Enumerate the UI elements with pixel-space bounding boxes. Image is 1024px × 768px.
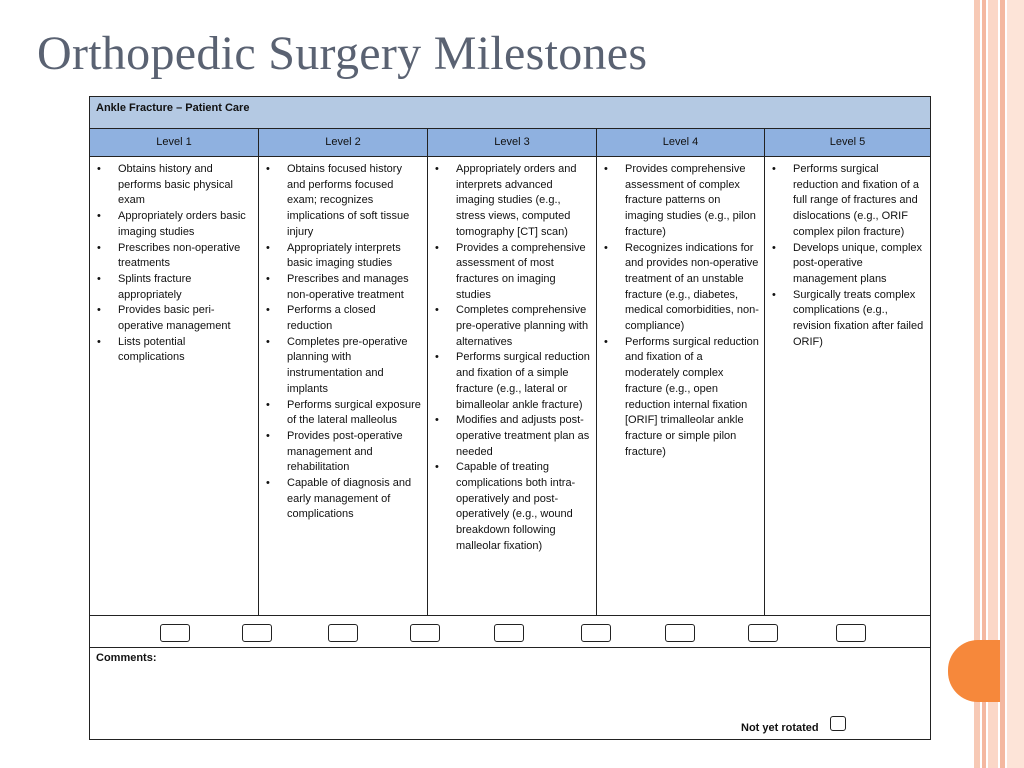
list-item: • Completes pre-operative planning with instrumentation and implants — [287, 335, 423, 398]
not-yet-rotated-checkbox[interactable] — [830, 716, 846, 731]
list-item: • Modifies and adjusts post-operative treatment plan as needed — [456, 413, 592, 460]
level-2-header: Level 2 — [258, 129, 427, 156]
level-4-list — [597, 157, 764, 460]
list-item: • Recognizes indications for and provides non-operative treatment of an unstable fracture (e.g., diabetes, medical comorbidities, non-compliance) — [625, 241, 760, 335]
stripe — [1000, 0, 1005, 768]
list-item: • Obtains focused history and performs focused exam; recognizes implications of soft tissue injury — [287, 162, 423, 241]
level-3-column — [427, 157, 596, 615]
level-2-column — [258, 157, 427, 615]
level-4-header: Level 4 — [596, 129, 764, 156]
list-item: • Surgically treats complex complications (e.g., revision fixation after failed ORIF) — [793, 288, 926, 351]
milestone-checkbox-3-5[interactable] — [581, 624, 611, 642]
list-item: • Performs a closed reduction — [287, 303, 423, 334]
list-item: • Capable of treating complications both intra-operatively and post-operatively (e.g., wound breakdown following malleolar fixation) — [456, 460, 592, 554]
level-5-list — [765, 157, 930, 350]
form-header: Ankle Fracture – Patient Care — [90, 97, 930, 129]
not-yet-rotated-label: Not yet rotated — [741, 722, 819, 734]
milestone-content-row — [90, 157, 930, 616]
milestone-checkbox-5[interactable] — [836, 624, 866, 642]
level-1-header: Level 1 — [156, 136, 192, 148]
list-item: • Appropriately orders and interprets advanced imaging studies (e.g., stress views, computed tomography [CT] scan) — [456, 162, 592, 241]
milestone-checkbox-1-5[interactable] — [242, 624, 272, 642]
milestone-checkbox-4-5[interactable] — [748, 624, 778, 642]
comments-label: Comments: — [96, 652, 157, 664]
list-item: • Performs surgical reduction and fixation of a moderately complex fracture (e.g., open reduction internal fixation [ORIF] trimalleolar ankle fracture or simple pilon fracture) — [625, 335, 760, 461]
level-5-column — [764, 157, 930, 615]
list-item: • Completes comprehensive pre-operative planning with alternatives — [456, 303, 592, 350]
level-3-header: Level 3 — [427, 129, 596, 156]
list-item: • Lists potential complications — [118, 335, 254, 366]
list-item: • Splints fracture appropriately — [118, 272, 254, 303]
milestone-checkbox-row — [90, 616, 930, 648]
level-header-row — [90, 129, 930, 157]
milestone-checkbox-1[interactable] — [160, 624, 190, 642]
level-4-column — [596, 157, 764, 615]
list-item: • Appropriately interprets basic imaging studies — [287, 241, 423, 272]
list-item: • Performs surgical reduction and fixation of a full range of fractures and dislocations (e.g., ORIF complex pilon fracture) — [793, 162, 926, 241]
level-5-header: Level 5 — [764, 129, 930, 156]
stripe — [1007, 0, 1024, 768]
milestone-checkbox-3[interactable] — [494, 624, 524, 642]
list-item: • Provides basic peri-operative management — [118, 303, 254, 334]
level-3-list — [428, 157, 596, 555]
list-item: • Performs surgical reduction and fixation of a simple fracture (e.g., lateral or bimalleolar ankle fracture) — [456, 350, 592, 413]
list-item: • Obtains history and performs basic physical exam — [118, 162, 254, 209]
orange-accent-tab — [948, 640, 1000, 702]
list-item: • Appropriately orders basic imaging studies — [118, 209, 254, 240]
list-item: • Performs surgical exposure of the lateral malleolus — [287, 398, 423, 429]
slide-title: Orthopedic Surgery Milestones — [37, 27, 648, 80]
list-item: • Provides post-operative management and rehabilitation — [287, 429, 423, 476]
milestone-checkbox-2-5[interactable] — [410, 624, 440, 642]
list-item: • Prescribes non-operative treatments — [118, 241, 254, 272]
level-1-column — [90, 157, 258, 615]
list-item: • Capable of diagnosis and early management of complications — [287, 476, 423, 523]
list-item: • Prescribes and manages non-operative treatment — [287, 272, 423, 303]
milestone-form — [89, 96, 931, 740]
list-item: • Provides a comprehensive assessment of most fractures on imaging studies — [456, 241, 592, 304]
level-2-list — [259, 157, 427, 523]
milestone-checkbox-2[interactable] — [328, 624, 358, 642]
milestone-checkbox-4[interactable] — [665, 624, 695, 642]
list-item: • Provides comprehensive assessment of complex fracture patterns on imaging studies (e.g., pilon fracture) — [625, 162, 760, 241]
list-item: • Develops unique, complex post-operative management plans — [793, 241, 926, 288]
level-1-list — [90, 157, 258, 366]
